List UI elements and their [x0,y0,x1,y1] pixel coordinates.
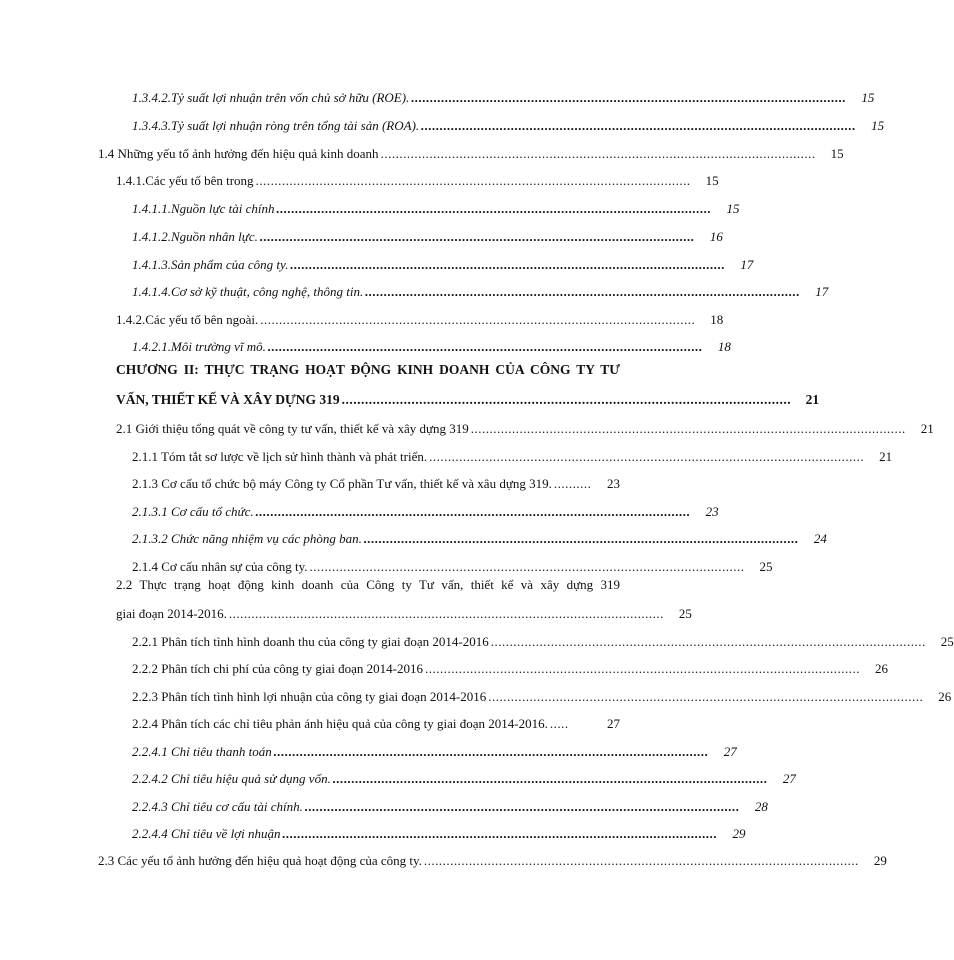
dot-leader: .................................................................................................................... [304,799,740,814]
toc-page-number: 26 [938,689,952,704]
toc-entry-1-3-4-3[interactable] [132,118,885,134]
toc-page-number: 25 [759,559,773,574]
chapter-2-heading-line-1[interactable]: CHƯƠNG II: THỰC TRẠNG HOẠT ĐỘNG KINH DOANH CỦA CÔNG TY TƯ [116,362,620,377]
toc-entry-title: 1.4.1.2.Nguồn nhân lực. [132,229,258,244]
toc-page-number: 25 [940,634,954,649]
dot-leader: ..... [549,716,569,731]
dot-leader: .................................................................................................................... [380,146,816,161]
dot-leader: .................................................................................................................... [290,257,726,272]
toc-page-number: 27 [607,716,620,731]
toc-entry-title: 2.1.1 Tóm tắt sơ lược về lịch sử hình thành và phát triển. [132,449,428,464]
toc-entry-1-4-1-3[interactable] [132,257,754,273]
toc-entry-title: 1.4.2.1.Môi trường vĩ mô. [132,339,266,354]
toc-entry-title: 2.1.3.1 Cơ cấu tổ chức. [132,504,254,519]
toc-entry-2-2-4-4[interactable] [132,826,746,842]
toc-entry-title: 1.4.1.4.Cơ sở kỹ thuật, công nghệ, thông tin. [132,284,364,299]
toc-entry-title: 2.2.4 Phân tích các chỉ tiêu phản ánh hiệu quả của công ty giai đoạn 2014-2016. [132,716,548,731]
dot-leader: .................................................................................................................... [363,531,799,546]
toc-entry-title: 2.1.4 Cơ cấu nhân sự của công ty. [132,559,308,574]
toc-entry-title: 2.2.3 Phân tích tình hình lợi nhuận của công ty giai đoạn 2014-2016 [132,689,487,704]
toc-entry-title: 2.2.1 Phân tích tình hình doanh thu của công ty giai đoạn 2014-2016 [132,634,489,649]
toc-entry-title: 2.1.3.2 Chức năng nhiệm vụ các phòng ban. [132,531,362,546]
dot-leader: .................................................................................................................... [411,90,847,105]
toc-entry-title: 2.3 Các yếu tố ảnh hưởng đến hiệu quả hoạt động của công ty. [98,853,422,868]
dot-leader: .................................................................................................................... [332,771,768,786]
dot-leader: .................................................................................................................... [282,826,718,841]
dot-leader: .................................................................................................................... [429,449,865,464]
toc-entry-title: 1.4.1.1.Nguồn lực tài chính [132,201,275,216]
toc-entry-2-2-2[interactable] [132,661,889,677]
toc-entry-2-2-4-2[interactable] [132,771,796,787]
dot-leader: .................................................................................................................... [470,421,906,436]
toc-entry-2-1-3[interactable] [132,476,620,492]
toc-entry-2-3[interactable] [98,853,887,869]
toc-page-number: 15 [726,201,740,216]
toc-page-number: 21 [805,392,820,407]
toc-entry-title: 1.4.1.Các yếu tố bên trong [116,173,254,188]
toc-entry-1-4-1[interactable] [116,173,719,189]
toc-page-number: 23 [705,504,719,519]
toc-page-number: 29 [873,853,887,868]
toc-page-number: 17 [815,284,829,299]
toc-page-number: 27 [782,771,796,786]
toc-entry-2-2-1[interactable] [132,634,954,650]
toc-page-number: 24 [813,531,827,546]
toc-entry-2-1-3-1[interactable] [132,504,719,520]
toc-entry-title: 2.2.2 Phân tích chi phí của công ty giai đoạn 2014-2016 [132,661,424,676]
toc-page-number: 25 [678,606,692,621]
toc-entry-title: 2.2.4.3 Chỉ tiêu cơ cấu tài chính. [132,799,303,814]
toc-entry-2-2-line-1[interactable]: 2.2 Thực trạng hoạt động kinh doanh của Công ty Tư vấn, thiết kế và xây dựng 319 [116,577,620,592]
toc-entry-1-4-1-4[interactable] [132,284,829,300]
dot-leader: .................................................................................................................... [276,201,712,216]
toc-entry-title: VẤN, THIẾT KẾ VÀ XÂY DỰNG 319 [116,392,340,407]
toc-entry-1-4-2[interactable] [116,312,724,328]
toc-entry-title: 1.3.4.3.Tỷ suất lợi nhuận ròng trên tổng tài sản (ROA). [132,118,420,133]
toc-page-number: 29 [732,826,746,841]
dot-leader: .................................................................................................................... [341,392,792,407]
toc-page-number: 15 [861,90,875,105]
toc-page-number: 16 [709,229,723,244]
toc-page-number: 18 [717,339,731,354]
dot-leader: .................................................................................................................... [488,689,924,704]
toc-entry-2-2-4-1[interactable] [132,744,737,760]
dot-leader: .................................................................................................................... [255,504,691,519]
toc-entry-2-2-4[interactable] [132,716,620,732]
dot-leader: .................................................................................................................... [259,229,695,244]
toc-entry-1-4-1-1[interactable] [132,201,740,217]
toc-page-number: 21 [879,449,893,464]
toc-entry-1-4-1-2[interactable] [132,229,723,245]
toc-entry-chapter-2[interactable] [116,392,820,408]
dot-leader: .................................................................................................................... [228,606,664,621]
dot-leader: .......... [553,476,592,491]
dot-leader: .................................................................................................................... [273,744,709,759]
toc-entry-title: 1.3.4.2.Tỷ suất lợi nhuận trên vốn chủ sở hữu (ROE). [132,90,410,105]
toc-entry-1-3-4-2[interactable] [132,90,875,106]
dot-leader: .................................................................................................................... [425,661,861,676]
toc-page-number: 15 [705,173,719,188]
dot-leader: .................................................................................................................... [490,634,926,649]
toc-entry-title: 1.4.1.3.Sản phẩm của công ty. [132,257,289,272]
toc-page-number: 26 [875,661,889,676]
toc-entry-1-4-2-1[interactable] [132,339,731,355]
toc-entry-title: 2.2.4.4 Chỉ tiêu về lợi nhuận [132,826,281,841]
dot-leader: .................................................................................................................... [365,284,801,299]
toc-entry-2-1-3-2[interactable] [132,531,827,547]
dot-leader: .................................................................................................................... [423,853,859,868]
toc-entry-1-4[interactable] [98,146,844,162]
toc-entry-title: 1.4.2.Các yếu tố bên ngoài. [116,312,259,327]
toc-page-number: 15 [830,146,844,161]
dot-leader: .................................................................................................................... [260,312,696,327]
toc-page-number: 27 [723,744,737,759]
toc-entry-2-2-4-3[interactable] [132,799,768,815]
toc-page-number: 17 [740,257,754,272]
toc-page-number: 28 [754,799,768,814]
toc-page-number: 21 [920,421,934,436]
toc-page-number: 18 [710,312,724,327]
toc-entry-2-1-4[interactable] [132,559,773,575]
toc-page-number: 23 [607,476,620,491]
toc-entry-2-1[interactable] [116,421,934,437]
toc-entry-title: giai đoạn 2014-2016. [116,606,227,621]
toc-entry-2-2-3[interactable] [132,689,952,705]
toc-entry-title: 2.2.4.2 Chỉ tiêu hiệu quả sử dụng vốn. [132,771,331,786]
toc-entry-2-2[interactable] [116,606,692,622]
toc-page-number: 15 [871,118,885,133]
dot-leader: .................................................................................................................... [421,118,857,133]
toc-entry-2-1-1[interactable] [132,449,893,465]
toc-entry-title: 2.2.4.1 Chỉ tiêu thanh toán [132,744,272,759]
dot-leader: .................................................................................................................... [309,559,745,574]
toc-entry-title: 2.1 Giới thiệu tổng quát về công ty tư vấn, thiết kế và xây dựng 319 [116,421,469,436]
dot-leader: .................................................................................................................... [255,173,691,188]
dot-leader: .................................................................................................................... [267,339,703,354]
toc-entry-title: 1.4 Những yếu tố ảnh hưởng đến hiệu quả kinh doanh [98,146,379,161]
toc-entry-title: 2.1.3 Cơ cấu tổ chức bộ máy Công ty Cổ phần Tư vấn, thiết kế và xâu dựng 319. [132,476,552,491]
